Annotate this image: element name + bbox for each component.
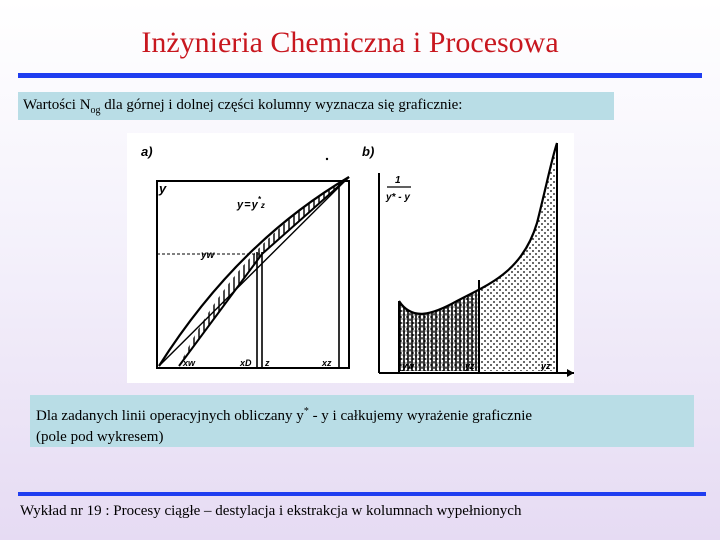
panel-a-diagram (141, 144, 349, 368)
footer-text: Wykład nr 19 : Procesy ciągłe – destylacja i ekstrakcja w kolumnach wypełnionych (20, 503, 522, 519)
explanation-box (30, 395, 694, 447)
operating-line-upper (262, 177, 349, 254)
panel-a-label: a) (141, 144, 153, 159)
panel-a-y-axis-label: y (159, 181, 167, 196)
footer-divider (18, 492, 706, 496)
b-tick-yz-2: yz (541, 361, 551, 371)
x-tick-xz: xz (322, 358, 332, 368)
x-axis-arrow-icon (567, 369, 574, 377)
intro-text-end: dla górnej i dolnej części kolumny wyznacza się graficznie: (100, 97, 463, 113)
integral-area-lower (399, 291, 479, 371)
explanation-line-2: (pole pod wykresem) (36, 429, 164, 445)
x-tick-xw: xw (183, 358, 196, 368)
equilibrium-label: $y=y^*_z$ (237, 195, 265, 211)
x-tick-xd: xD (240, 358, 252, 368)
explanation-line-1 (36, 401, 694, 427)
operating-line-lower (179, 254, 262, 366)
b-tick-yw: yw (402, 361, 415, 371)
explanation-superscript: * (303, 406, 309, 417)
graphical-integration-figure (127, 133, 574, 383)
intro-text-start: Wartości N (23, 97, 91, 113)
expression-denominator: y* - y (386, 192, 410, 203)
intro-text-box (18, 92, 614, 120)
title-divider (18, 73, 702, 78)
slide-title: Inżynieria Chemiczna i Procesowa (141, 26, 559, 59)
figure-drawing (127, 133, 574, 383)
panel-b-diagram (362, 143, 574, 377)
yw-label: yw (201, 250, 215, 261)
panel-b-label: b) (362, 144, 375, 159)
x-tick-z: z (265, 358, 270, 368)
explanation-text-start: Dla zadanych linii operacyjnych obliczany y (36, 408, 304, 424)
intro-subscript: og (90, 105, 101, 116)
b-tick-yz-1: yz (465, 361, 475, 371)
explanation-text-end: - y i całkujemy wyrażenie graficznie (308, 408, 533, 424)
expression-numerator: 1 (395, 175, 401, 186)
